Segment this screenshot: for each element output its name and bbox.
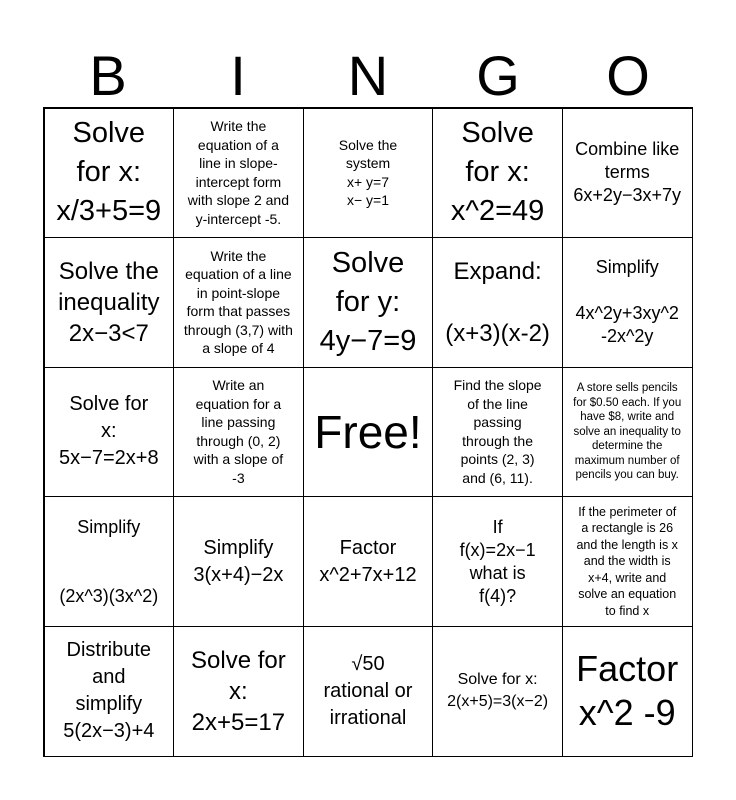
cell-text: Find the slope of the line passing through the points (2, 3) and (6, 11). <box>453 377 542 486</box>
cell-text: Write the equation of a line in point-slope form that passes through (3,7) with a slope of 4 <box>183 247 293 357</box>
cell-text: A store sells pencils for $0.50 each. If you have $8, write and solve an inequality to determine the maximum number of pencils you can buy. <box>573 382 682 482</box>
cell-text: If the perimeter of a rectangle is 26 and the length is x and the width is x+4, write and solve an equation to find x <box>576 504 678 618</box>
cell-text: Solve for x: x^2=49 <box>450 117 545 228</box>
cell-text: Write an equation for a line passing through (0, 2) with a slope of -3 <box>193 377 284 486</box>
bingo-cell[interactable] <box>432 626 563 757</box>
bingo-cell[interactable] <box>44 626 175 757</box>
bingo-cell[interactable] <box>173 108 304 239</box>
bingo-cell-free[interactable] <box>303 367 434 498</box>
cell-text: Factor x^2+7x+12 <box>319 536 417 586</box>
bingo-cell[interactable] <box>432 496 563 627</box>
cell-text: Simplify (2x^3)(3x^2) <box>59 516 159 606</box>
bingo-cell[interactable] <box>562 367 693 498</box>
bingo-cell[interactable] <box>432 108 563 239</box>
bingo-cell[interactable] <box>303 108 434 239</box>
cell-text: Distribute and simplify 5(2x−3)+4 <box>63 639 155 743</box>
bingo-cell[interactable] <box>432 237 563 368</box>
cell-text: Solve for x: x/3+5=9 <box>56 117 162 228</box>
header-letter-b: B <box>89 44 127 107</box>
header-letter-n: N <box>347 44 389 107</box>
bingo-cell[interactable] <box>303 496 434 627</box>
bingo-cell[interactable] <box>562 108 693 239</box>
bingo-cell[interactable] <box>44 496 175 627</box>
cell-text: Solve the system x+ y=7 x− y=1 <box>338 136 398 209</box>
bingo-grid <box>43 107 693 757</box>
bingo-cell[interactable] <box>173 367 304 498</box>
bingo-cell[interactable] <box>303 237 434 368</box>
cell-text: Combine like terms 6x+2y−3x+7y <box>573 139 681 206</box>
bingo-cell[interactable] <box>44 108 175 239</box>
cell-text: Solve for x: 5x−7=2x+8 <box>59 393 159 470</box>
cell-text: Solve the inequality 2x−3<7 <box>58 257 160 347</box>
cell-text: Write the equation of a line in slope- intercept form with slope 2 and y-intercept -5. <box>187 118 289 227</box>
bingo-cell[interactable] <box>173 626 304 757</box>
bingo-cell[interactable] <box>562 237 693 368</box>
bingo-header <box>43 44 693 107</box>
bingo-cell[interactable] <box>562 496 693 627</box>
cell-text: Simplify 4x^2y+3xy^2 -2x^2y <box>575 257 679 347</box>
bingo-cell[interactable] <box>303 626 434 757</box>
cell-text: Expand: (x+3)(x-2) <box>445 257 550 347</box>
cell-text: Factor x^2 -9 <box>576 648 679 734</box>
cell-text: Solve for x: 2x+5=17 <box>191 646 286 736</box>
cell-text: √50 rational or irrational <box>323 652 413 729</box>
bingo-cell[interactable] <box>44 237 175 368</box>
cell-text: Solve for y: 4y−7=9 <box>319 246 417 357</box>
cell-text: Solve for x: 2(x+5)=3(x−2) <box>447 671 549 711</box>
cell-text: If f(x)=2x−1 what is f(4)? <box>459 516 536 606</box>
free-space-text: Free! <box>314 405 422 458</box>
bingo-cell[interactable] <box>562 626 693 757</box>
bingo-cell[interactable] <box>173 237 304 368</box>
header-letter-o: O <box>606 44 650 107</box>
cell-text: Simplify 3(x+4)−2x <box>193 536 284 586</box>
header-letter-g: G <box>476 44 520 107</box>
bingo-cell[interactable] <box>432 367 563 498</box>
bingo-cell[interactable] <box>173 496 304 627</box>
header-letter-i: I <box>230 44 246 107</box>
bingo-cell[interactable] <box>44 367 175 498</box>
